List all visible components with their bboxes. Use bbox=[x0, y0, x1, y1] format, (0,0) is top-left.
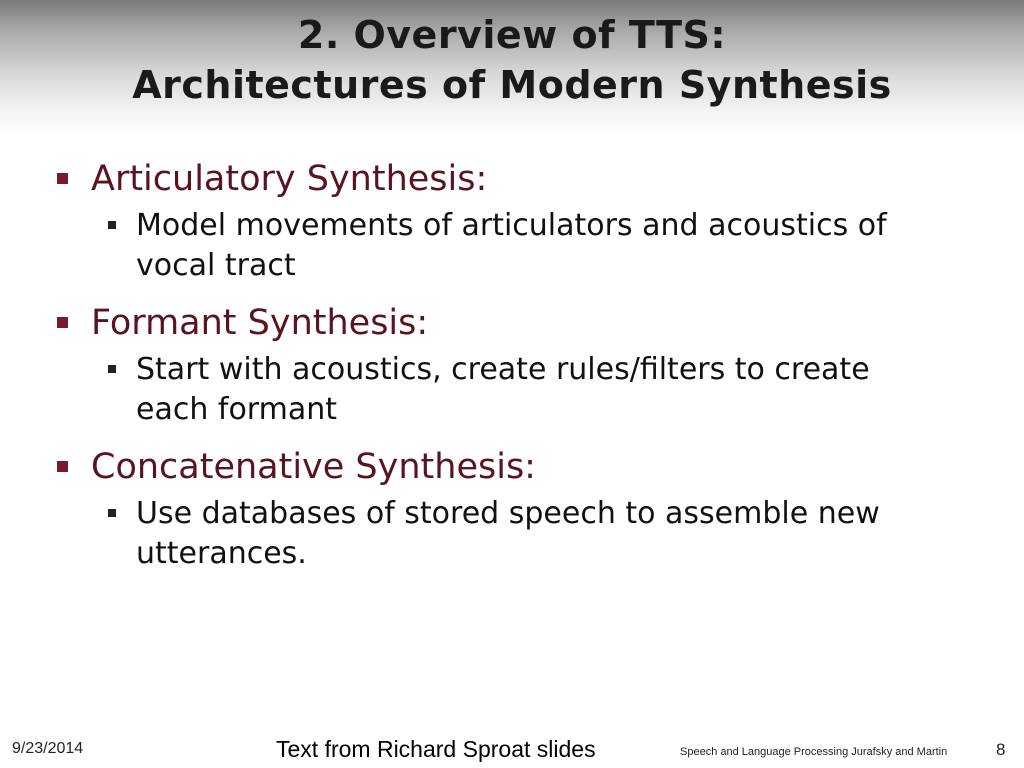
square-bullet-icon bbox=[108, 509, 116, 517]
bullet-group-articulatory bbox=[50, 156, 970, 286]
bullet-label: Formant Synthesis: bbox=[91, 303, 429, 343]
square-bullet-icon bbox=[57, 461, 68, 472]
bullet-item bbox=[50, 156, 970, 202]
footer-course-credit: Speech and Language Processing Jurafsky and Martin bbox=[680, 746, 948, 758]
bullet-label: Articulatory Synthesis: bbox=[91, 159, 488, 199]
slide-title-line-2: Architectures of Modern Synthesis bbox=[132, 63, 892, 107]
square-bullet-icon bbox=[57, 317, 68, 328]
sub-bullet-item bbox=[50, 206, 896, 286]
slide-title-line-1: 2. Overview of TTS: bbox=[297, 13, 727, 57]
footer-source-credit: Text from Richard Sproat slides bbox=[276, 736, 596, 762]
page-number: 8 bbox=[996, 740, 1006, 759]
bullet-list bbox=[50, 156, 970, 588]
footer-date: 9/23/2014 bbox=[12, 740, 84, 757]
square-bullet-icon bbox=[108, 365, 116, 373]
sub-bullet-item bbox=[50, 494, 896, 574]
sub-bullet-text: Start with acoustics, create rules/filters to create each formant bbox=[136, 352, 870, 427]
sub-bullet-text: Model movements of articulators and acoustics of vocal tract bbox=[136, 208, 887, 283]
bullet-group-concatenative bbox=[50, 444, 970, 574]
sub-bullet-item bbox=[50, 350, 896, 430]
bullet-group-formant bbox=[50, 300, 970, 430]
bullet-item bbox=[50, 444, 970, 490]
square-bullet-icon bbox=[108, 221, 116, 229]
bullet-item bbox=[50, 300, 970, 346]
square-bullet-icon bbox=[57, 173, 68, 184]
bullet-label: Concatenative Synthesis: bbox=[91, 447, 536, 487]
sub-bullet-text: Use databases of stored speech to assemble new utterances. bbox=[136, 496, 880, 571]
slide-title bbox=[20, 10, 1004, 110]
